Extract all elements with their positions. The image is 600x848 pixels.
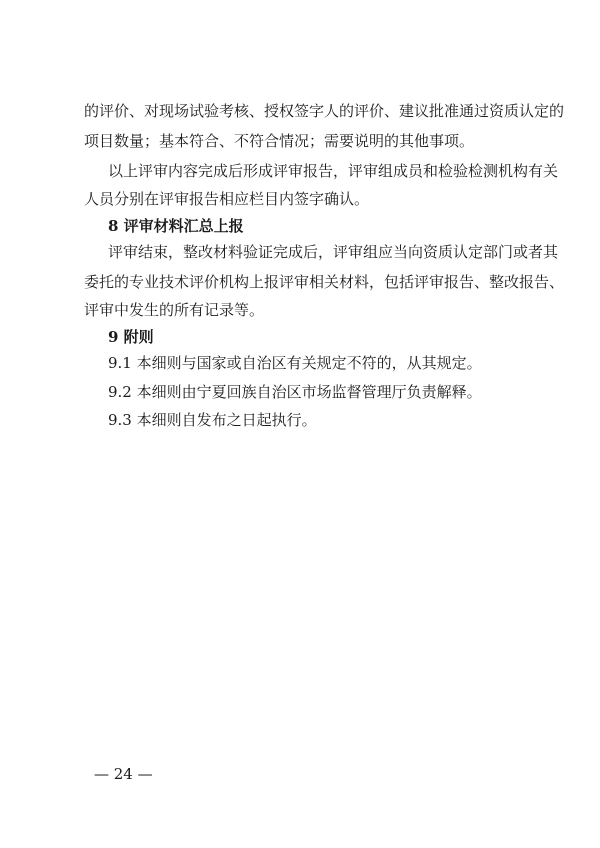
clause-9-3: 9.3 本细则自发布之日起执行。 bbox=[108, 411, 317, 429]
text-line: 评审中发生的所有记录等。 bbox=[84, 301, 265, 319]
section-9-heading: 9 附则 bbox=[108, 328, 154, 346]
text-line: 评审结束，整改材料验证完成后，评审组应当向资质认定部门或者其 bbox=[108, 243, 559, 261]
text-line: 委托的专业技术评价机构上报评审相关材料，包括评审报告、整改报告、 bbox=[84, 273, 565, 291]
clause-9-1: 9.1 本细则与国家或自治区有关规定不符的，从其规定。 bbox=[108, 354, 482, 372]
text-line: 以上评审内容完成后形成评审报告，评审组成员和检验检测机构有关 bbox=[108, 162, 559, 180]
clause-9-2: 9.2 本细则由宁夏回族自治区市场监督管理厅负责解释。 bbox=[108, 383, 482, 401]
text-line: 的评价、对现场试验考核、授权签字人的评价、建议批准通过资质认定的 bbox=[84, 102, 565, 120]
text-line: 人员分别在评审报告相应栏目内签字确认。 bbox=[84, 190, 370, 208]
page-number: — 24 — bbox=[94, 765, 153, 783]
text-line: 项目数量；基本符合、不符合情况；需要说明的其他事项。 bbox=[84, 132, 475, 150]
section-8-heading: 8 评审材料汇总上报 bbox=[108, 217, 244, 235]
